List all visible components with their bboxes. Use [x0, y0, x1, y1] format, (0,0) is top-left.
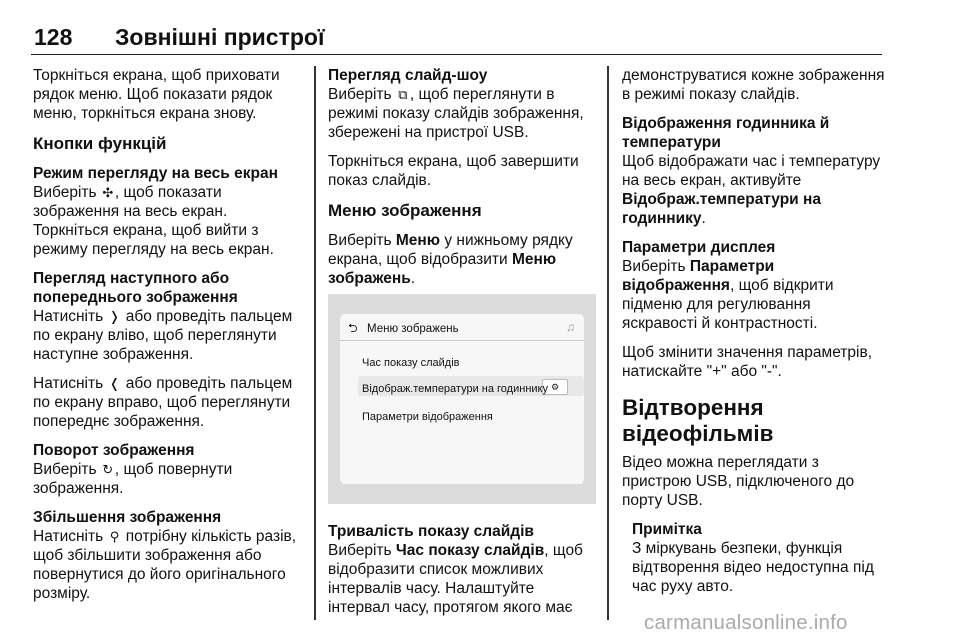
paragraph: Торкніться екрана, щоб завершити показ слайдів. — [328, 153, 579, 189]
zoom-icon: ⚲ — [109, 529, 120, 544]
paragraph: Виберіть ↻, щоб повернути зображення. — [33, 461, 233, 497]
paragraph: Натисніть ⚲ потрібну кількість разів, щоб збільшити зображення або повернутися до його оригінального розміру. — [33, 528, 297, 602]
screen-title-bar — [340, 314, 584, 341]
subheading-slide-duration: Тривалість показу слайдів — [328, 523, 534, 540]
music-note-icon: ♫ — [566, 320, 575, 334]
note-box — [632, 520, 890, 596]
paragraph: Натисніть ❭ або проведіть пальцем по екрану вліво, щоб переглянути наступне зображення. — [33, 308, 293, 363]
column-1 — [33, 66, 301, 613]
column-2 — [328, 66, 596, 617]
subheading-zoom: Збільшення зображення — [33, 509, 222, 526]
gear-icon[interactable]: ⚙ — [542, 379, 568, 395]
paragraph: Торкніться екрана, щоб вийти з режиму перегляду на весь екран. — [33, 222, 274, 258]
column-divider — [314, 66, 316, 620]
screenshot-image-menu — [328, 294, 596, 504]
column-3 — [622, 66, 890, 596]
paragraph: Щоб змінити значення параметрів, натискайте "+" або "-". — [622, 344, 873, 380]
page-title: Зовнішні пристрої — [115, 24, 325, 50]
column-divider — [607, 66, 609, 620]
note-text: З міркувань безпеки, функція відтворення відео недоступна під час руху авто. — [632, 540, 874, 595]
paragraph: Щоб відображати час і температуру на весь екран, активуйте Відображ.температури на годиннику. — [622, 153, 881, 227]
menu-item-display-settings[interactable]: Параметри відображення — [362, 411, 493, 423]
screen-panel — [340, 314, 584, 484]
page-number: 128 — [34, 24, 73, 50]
chevron-left-icon: ❬ — [109, 376, 120, 391]
menu-item-slide-time[interactable]: Час показу слайдів — [362, 357, 460, 369]
watermark: carmanualsonline.info — [644, 611, 848, 634]
section-heading: Меню зображення — [328, 201, 482, 220]
section-heading-video: Відтворення відеофільмів — [622, 395, 774, 446]
subheading-rotate: Поворот зображення — [33, 442, 195, 459]
screen-title: Меню зображень — [367, 323, 459, 335]
paragraph: Виберіть Час показу слайдів, щоб відобразити список можливих інтервалів часу. Налаштуйте інтервал часу, протягом якого має — [328, 542, 583, 616]
page-header — [31, 22, 882, 55]
section-heading: Кнопки функцій — [33, 134, 167, 153]
paragraph: Виберіть Параметри відображення, щоб відкрити підменю для регулювання яскравості й контрастності. — [622, 258, 834, 332]
slideshow-icon: ⧉ — [398, 87, 408, 102]
fullscreen-icon: ✣ — [102, 185, 114, 200]
paragraph: демонструватися кожне зображення в режимі показу слайдів. — [622, 67, 885, 103]
rotate-icon: ↻ — [102, 462, 114, 477]
intro-text: Торкніться екрана, щоб приховати рядок меню. Щоб показати рядок меню, торкніться екрана знову. — [33, 67, 280, 122]
paragraph: Виберіть Меню у нижньому рядку екрана, щоб відобразити Меню зображень. — [328, 232, 573, 287]
back-arrow-icon[interactable]: ⮌ — [348, 321, 358, 335]
subheading-slideshow: Перегляд слайд-шоу — [328, 67, 488, 84]
subheading-display: Параметри дисплея — [622, 239, 776, 256]
paragraph: Відео можна переглядати з пристрою USB, підключеного до порту USB. — [622, 454, 855, 509]
menu-item-clock-temp[interactable]: Відображ.температури на годиннику — [362, 383, 548, 395]
subheading-next-prev: Перегляд наступного або попереднього зображення — [33, 270, 238, 306]
paragraph: Виберіть ⧉ , щоб переглянути в режимі показу слайдів зображення, збережені на пристрої USB. — [328, 86, 584, 141]
chevron-right-icon: ❭ — [109, 309, 120, 324]
paragraph: Натисніть ❬ або проведіть пальцем по екрану вправо, щоб переглянути попереднє зображення. — [33, 375, 293, 430]
subheading-clock-temp: Відображення годинника й температури — [622, 115, 830, 151]
paragraph: Виберіть ✣, щоб показати зображення на весь екран. — [33, 184, 228, 220]
subheading-fullscreen: Режим перегляду на весь екран — [33, 165, 278, 182]
note-title: Примітка — [632, 521, 702, 538]
